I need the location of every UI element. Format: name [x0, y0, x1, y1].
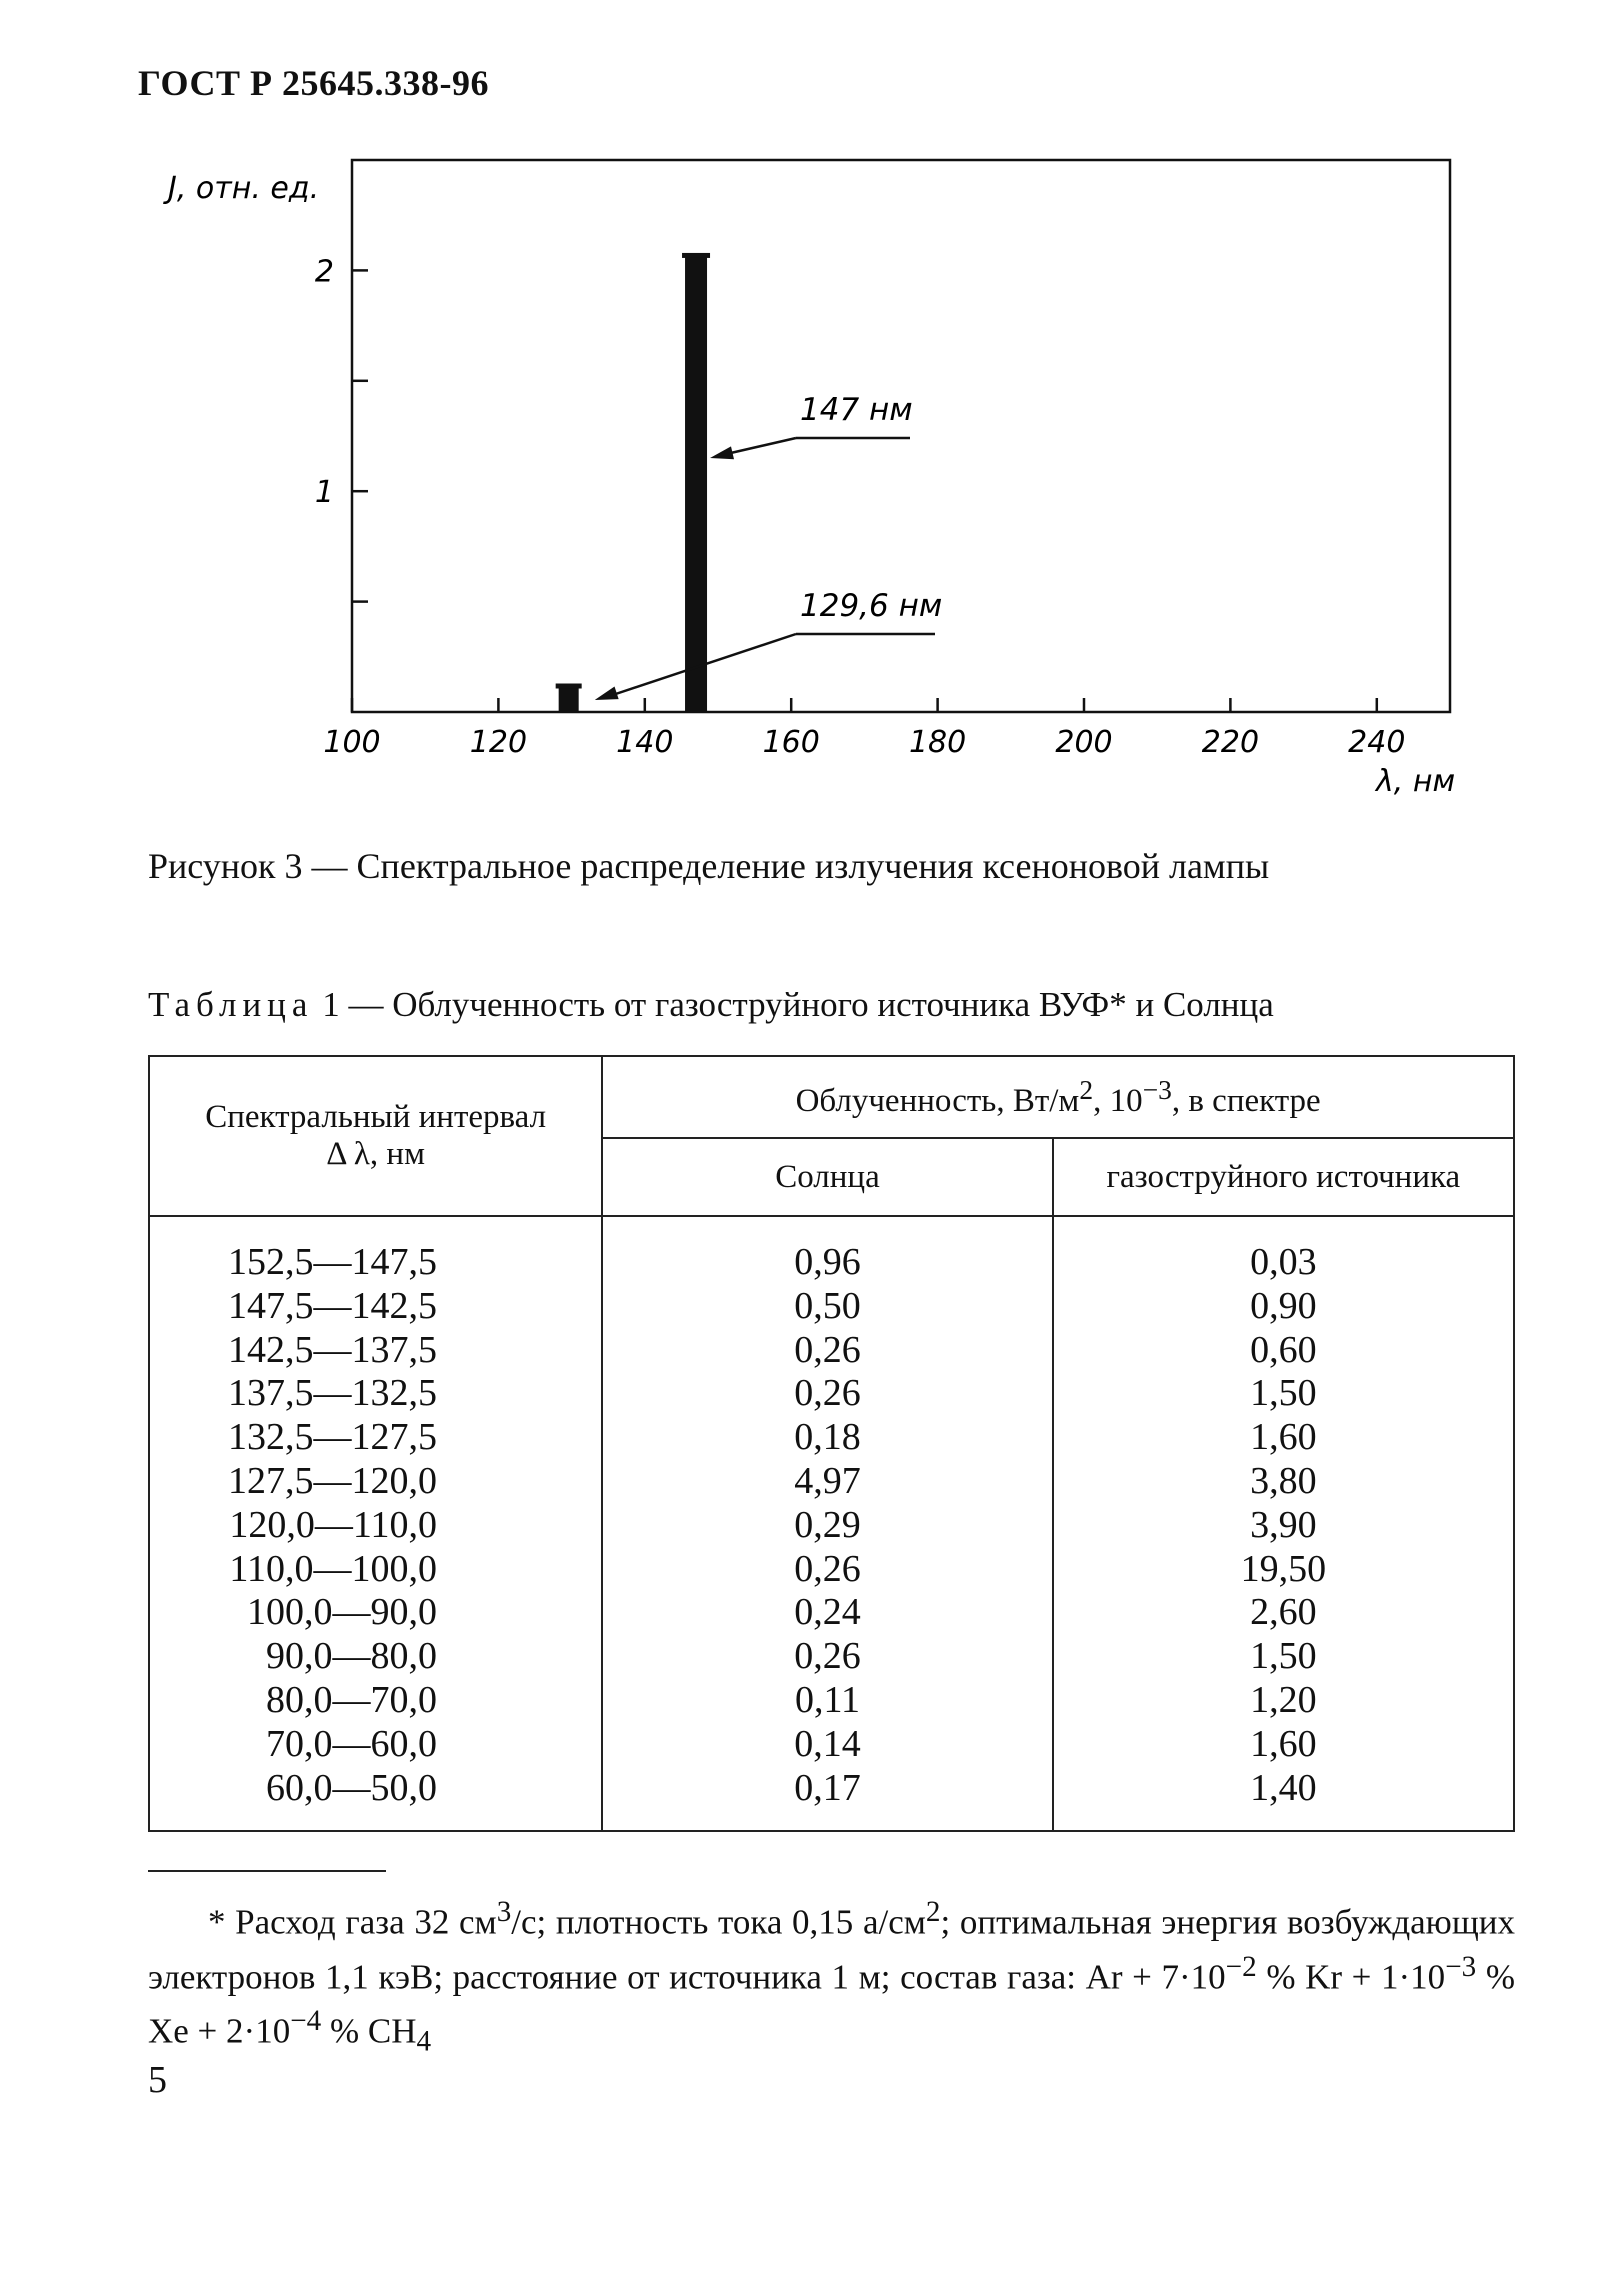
footnote-sup: −2	[1225, 1950, 1257, 1983]
spectral-line-cap	[682, 253, 710, 258]
footnote-part: % Xe + 2·10	[148, 1957, 1515, 2051]
table-cell-sun: 0,26	[794, 1635, 861, 1678]
table-cell-interval: 142,5—137,5	[228, 1328, 437, 1371]
table-cell-source: 0,03	[1250, 1241, 1317, 1283]
header-source: газоструйного источника	[1053, 1138, 1514, 1216]
x-tick-label: 140	[616, 725, 674, 760]
x-tick-label: 240	[1348, 725, 1406, 760]
table-cell-sun: 0,18	[794, 1416, 861, 1459]
figure-caption: Рисунок 3 — Спектральное распределение излучения ксеноновой лампы	[148, 846, 1270, 886]
sun-column	[603, 1217, 1051, 1830]
header-irradiance	[602, 1056, 1514, 1138]
footnote-part: ; оптимальная энергия возбуждающих электронов 1,1 кэВ; расстояние от источника 1 м; состав газа: Ar + 7·10	[148, 1902, 1515, 1997]
y-tick-label: 2	[314, 254, 334, 290]
table-cell-interval: 70,0—60,0	[266, 1722, 437, 1765]
label-leader-line	[722, 438, 796, 455]
table-cell-sun: 0,17	[794, 1766, 861, 1809]
table-cell-sun: 0,24	[794, 1591, 861, 1634]
header-irradiance-mid: , 10	[1093, 1083, 1143, 1119]
table-cell-interval: 147,5—142,5	[228, 1284, 437, 1327]
footnote-part: * Расход газа 32 см	[208, 1902, 497, 1942]
chart-annotations	[595, 392, 943, 700]
table-cell-sun: 0,14	[794, 1722, 861, 1765]
table-cell-sun: 0,96	[794, 1241, 861, 1283]
table-cell-source: 0,60	[1250, 1328, 1317, 1371]
table-cell-sun: 0,11	[794, 1678, 861, 1721]
chart-ticks	[315, 254, 1406, 760]
table-cell-interval: 90,0—80,0	[266, 1635, 437, 1678]
spectral-line-cap	[556, 684, 582, 689]
x-axis-label: λ, нм	[1376, 764, 1456, 799]
footnote-part: % Kr + 1·10	[1256, 1957, 1446, 1997]
table-cell-sun: 0,26	[794, 1372, 861, 1415]
header-interval-unit: Δ λ, нм	[326, 1136, 425, 1172]
header-irradiance-sup2: −3	[1142, 1074, 1172, 1105]
header-irradiance-sup1: 2	[1079, 1074, 1094, 1105]
header-interval	[149, 1056, 602, 1216]
footnote-text	[148, 1890, 1515, 2065]
footnote-sup: −3	[1445, 1950, 1477, 1983]
table-title-text: 1 — Облученность от газоструйного источника ВУФ* и Солнца	[313, 985, 1274, 1024]
header-irradiance-text: Облученность, Вт/м	[795, 1083, 1080, 1119]
spectral-line-bar	[559, 686, 579, 712]
header-interval-label: Спектральный интервал	[205, 1099, 547, 1135]
interval-column	[150, 1217, 601, 1830]
table-cell-interval: 120,0—110,0	[229, 1503, 437, 1546]
irradiance-table	[148, 1055, 1515, 1832]
table-cell-interval: 132,5—127,5	[228, 1416, 437, 1459]
table-cell-source: 1,40	[1250, 1766, 1317, 1809]
line-label: 129,6 нм	[800, 588, 943, 624]
footnote-part: % CH	[321, 2011, 417, 2051]
label-arrowhead	[710, 446, 734, 459]
table-cell-source: 0,90	[1250, 1284, 1317, 1327]
x-tick-label: 120	[469, 725, 528, 760]
plot-frame	[352, 160, 1450, 712]
header-sun: Солнца	[602, 1138, 1052, 1216]
table-cell-source: 3,90	[1250, 1503, 1317, 1546]
table-cell-source: 1,50	[1250, 1635, 1317, 1678]
x-tick-label: 200	[1055, 725, 1113, 760]
table-cell-source: 1,60	[1250, 1722, 1317, 1765]
table-cell-interval: 137,5—132,5	[228, 1372, 437, 1415]
label-arrowhead	[595, 687, 619, 700]
table-cell-source: 2,60	[1250, 1591, 1317, 1634]
table-cell-source: 1,20	[1250, 1678, 1317, 1721]
x-tick-label: 100	[323, 725, 381, 760]
spectral-line-bar	[685, 255, 707, 712]
table-cell-interval: 80,0—70,0	[266, 1678, 437, 1721]
chart-frame	[352, 160, 1450, 712]
footnote-sup: 2	[925, 1896, 941, 1928]
y-tick-label: 1	[314, 475, 334, 511]
y-axis-label: J, отн. ед.	[168, 171, 320, 206]
footnote-sup: 3	[496, 1896, 512, 1928]
footnote-sub: 4	[416, 2025, 432, 2058]
table-cell-interval: 100,0—90,0	[247, 1591, 437, 1634]
table-title	[148, 985, 1274, 1025]
table-cell-source: 1,60	[1250, 1416, 1317, 1459]
x-tick-label: 160	[762, 725, 820, 760]
document-code: ГОСТ Р 25645.338-96	[138, 63, 489, 103]
table-cell-sun: 0,26	[794, 1547, 861, 1590]
footnote-sup: −4	[290, 2005, 322, 2038]
table-title-prefix: Таблица	[148, 985, 314, 1024]
table-cell-interval: 152,5—147,5	[228, 1241, 437, 1283]
footnote	[148, 1890, 1515, 2065]
line-label: 147 нм	[800, 392, 913, 428]
spectrum-chart	[0, 0, 1599, 830]
table-cell-source: 3,80	[1250, 1459, 1317, 1502]
table-cell-sun: 0,26	[794, 1328, 861, 1371]
table-cell-source: 1,50	[1250, 1372, 1317, 1415]
table-cell-source: 19,50	[1240, 1547, 1327, 1590]
table-cell-sun: 0,50	[794, 1284, 861, 1327]
source-column	[1054, 1217, 1513, 1830]
chart-bars	[556, 253, 710, 712]
footnote-part: /с; плотность тока 0,15 а/см	[511, 1902, 926, 1942]
footnote-divider	[148, 1870, 386, 1872]
table-cell-sun: 4,97	[794, 1459, 861, 1502]
table-cell-interval: 110,0—100,0	[229, 1547, 437, 1590]
header-irradiance-post: , в спектре	[1171, 1083, 1321, 1119]
table-cell-interval: 60,0—50,0	[266, 1766, 437, 1809]
x-tick-label: 180	[908, 725, 967, 760]
table-cell-interval: 127,5—120,0	[228, 1459, 437, 1502]
page-number: 5	[148, 2059, 167, 2101]
table-cell-sun: 0,29	[794, 1503, 861, 1546]
x-tick-label: 220	[1201, 725, 1260, 760]
